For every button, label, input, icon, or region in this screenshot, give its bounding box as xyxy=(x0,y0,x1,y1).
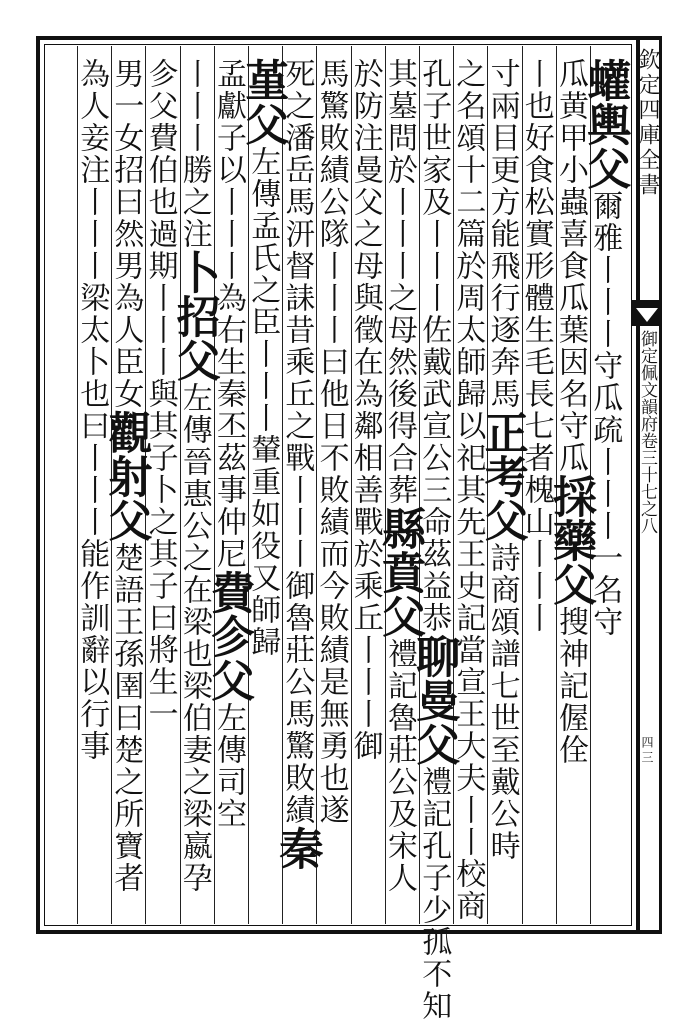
fishtail-mark-icon xyxy=(632,300,662,326)
text-column xyxy=(237,58,289,924)
volume-number: 卷三十七之八 xyxy=(637,432,657,534)
entry-text: 其墓問於丨丨丨之母然後得合葬 xyxy=(381,58,417,506)
entry-headword: 堇父 xyxy=(237,58,289,146)
entry-text: 男一女招曰然男為人臣女 xyxy=(108,58,144,410)
text-column xyxy=(450,58,487,924)
text-column xyxy=(373,58,425,924)
entry-text: 孔子世家及丨丨丨佐戴武宣公三命茲益恭 xyxy=(416,58,452,634)
entry-text: 禮記魯莊公及宋人 xyxy=(381,638,417,894)
entry-text: 左傳晉惠公之在梁也梁伯妻之梁嬴孕 xyxy=(176,382,212,894)
entry-text: 丨丨丨勝之注 xyxy=(176,58,212,250)
text-column xyxy=(408,58,460,1022)
entry-text: 者槐山丨丨丨 xyxy=(518,442,554,634)
entry-text: 搜神記偓佺 xyxy=(552,606,588,766)
entry-text: 死之潘岳馬汧督誄昔乘丘之戰丨丨丨御魯莊公馬驚敗績 xyxy=(279,58,315,826)
text-column xyxy=(271,58,323,924)
entry-headword: 卜招父 xyxy=(168,250,220,382)
entry-text: 丨也好食松實形體生毛長七 xyxy=(518,58,554,442)
entry-text: 孟獻子以丨丨丨為右生秦丕茲事仲尼 xyxy=(210,58,246,570)
entry-text: 禮記孔子少孤不知 xyxy=(416,766,452,1022)
entry-text: 詩商頌譜七世至戴公時 xyxy=(484,542,520,862)
text-column xyxy=(202,58,254,924)
entry-text: 於防注曼父之母與徵在為鄰相善 xyxy=(347,58,383,506)
page-number: 四三 xyxy=(640,736,654,766)
entry-text: 楚語王孫圉曰楚之所寶者 xyxy=(108,542,144,894)
entry-text: 戰於乘丘丨丨丨御 xyxy=(347,506,383,762)
entry-text: 當宣王大夫丨丨校商 xyxy=(450,634,486,922)
entry-text: 瓜黄甲小蟲喜食瓜葉因名守瓜 xyxy=(552,58,588,474)
entry-headword: 秦 xyxy=(271,826,323,870)
book-volume xyxy=(634,330,660,534)
entry-text: 左傳孟氏之臣丨丨丨輦重如役又師歸 xyxy=(245,146,281,658)
text-column xyxy=(100,58,152,924)
entry-headword: 縣賁父 xyxy=(373,506,425,638)
entry-text: 為人妾注丨丨丨梁太卜也 xyxy=(74,58,110,410)
entry-headword: 觀射父 xyxy=(100,410,152,542)
entry-text: 左傳司空 xyxy=(210,702,246,830)
book-title: 御定佩文韻府 xyxy=(637,330,657,432)
text-column xyxy=(168,58,220,924)
entry-text: 曰丨丨丨能作訓辭以行事 xyxy=(74,410,110,762)
entry-text: 過期丨丨丨與其子卜之其子曰將生一 xyxy=(142,218,178,730)
entry-headword: 正考父 xyxy=(476,410,528,542)
entry-headword: 蠸輿父 xyxy=(579,58,631,190)
text-column xyxy=(313,58,350,924)
text-column xyxy=(476,58,528,924)
entry-headword: 費㐱父 xyxy=(202,570,254,702)
entry-text: 之名頌十二篇於周太師歸以祀其先王史記 xyxy=(450,58,486,634)
entry-text: 爾雅丨丨丨守瓜疏丨丨丨一名守 xyxy=(587,190,623,638)
entry-text: 寸兩目更方能飛行逐奔馬 xyxy=(484,58,520,410)
text-column xyxy=(347,58,385,924)
entry-headword: 採藥父 xyxy=(544,474,596,606)
entry-text: 㐱父費伯也 xyxy=(142,58,178,218)
library-title: 欽定四庫全書 xyxy=(635,48,660,198)
entry-headword: 聊曼父 xyxy=(408,634,460,766)
text-column xyxy=(544,58,596,924)
entry-text: 馬驚敗績公隊丨丨丨曰他日不敗績而今敗績是無勇也遂 xyxy=(313,58,349,826)
text-column xyxy=(74,58,111,924)
